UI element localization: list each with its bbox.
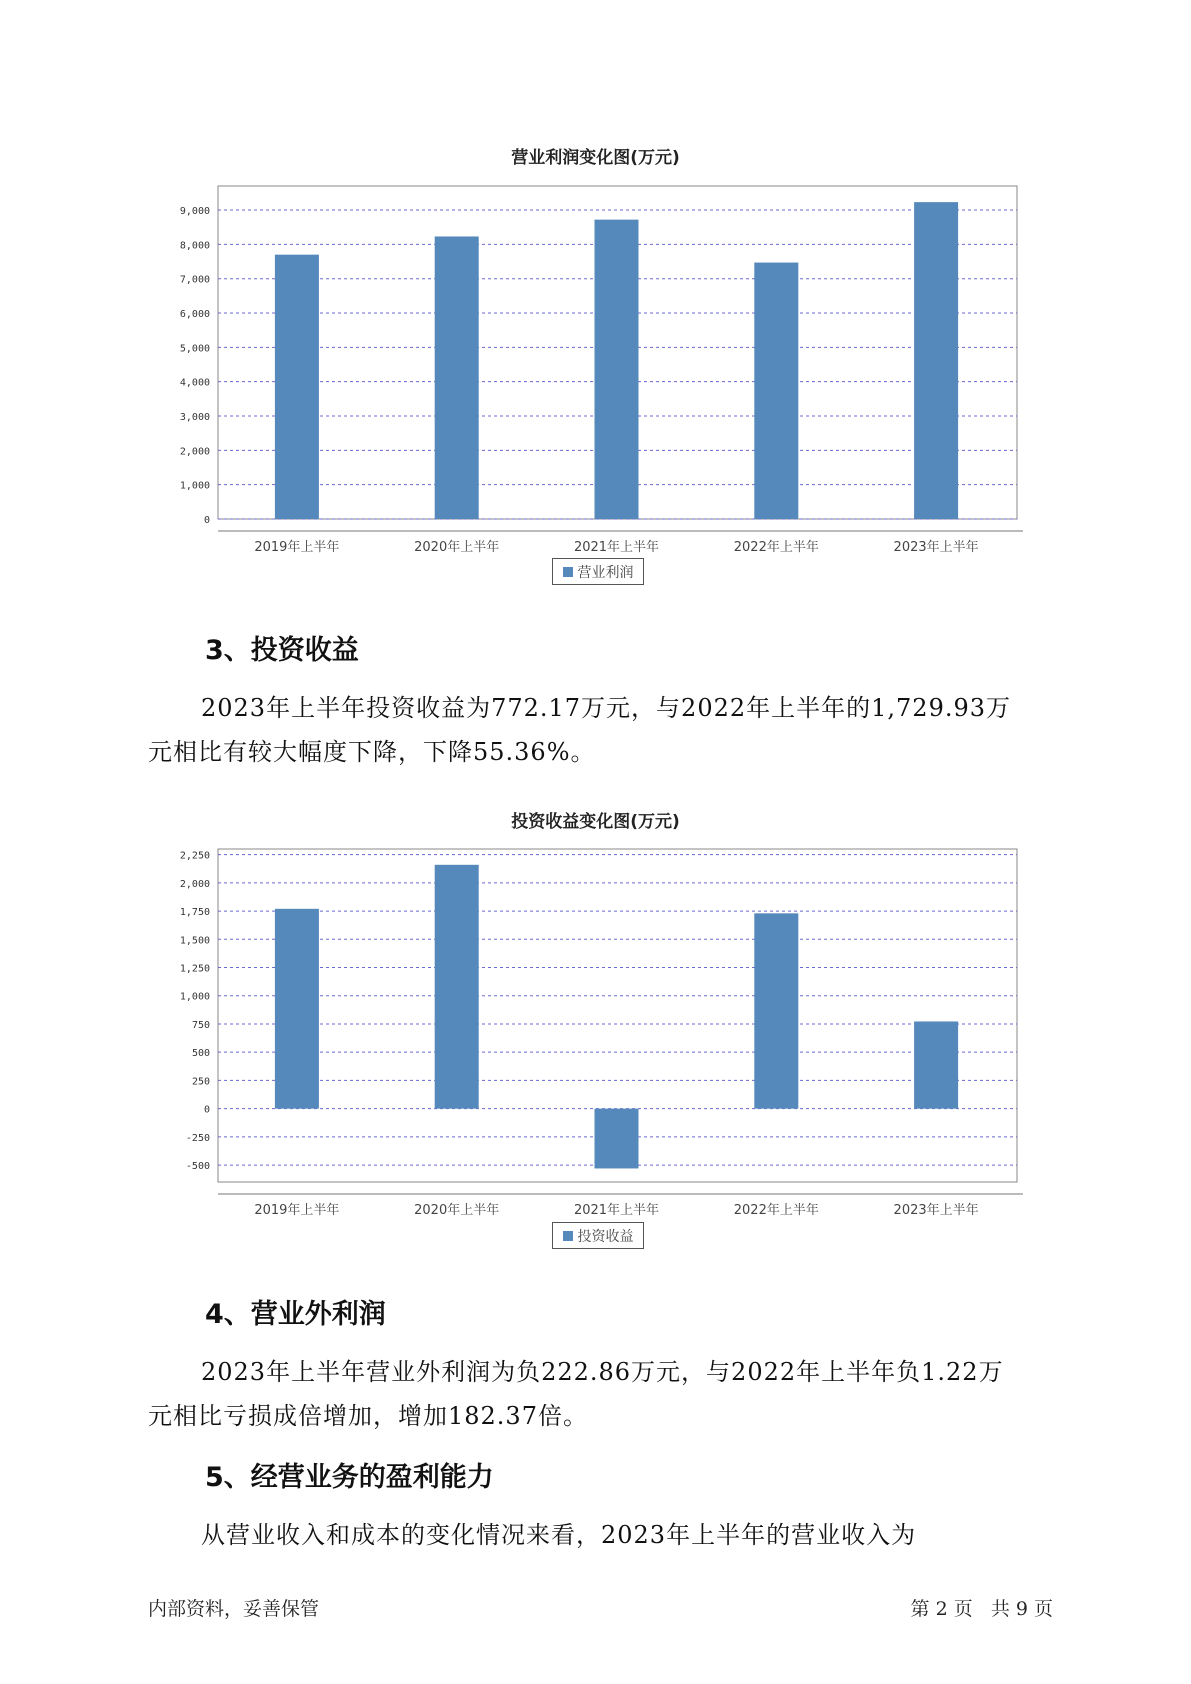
operating-profit-chart — [0, 180, 1191, 555]
bar — [914, 1021, 958, 1108]
y-tick-label: 1,250 — [179, 963, 210, 975]
paragraph-line: 从营业收入和成本的变化情况来看，2023年上半年的营业收入为 — [201, 1521, 917, 1549]
x-tick-label: 2023年上半年 — [893, 540, 979, 555]
legend-swatch — [563, 1231, 573, 1241]
bar — [914, 202, 958, 519]
investment-income-chart — [0, 843, 1191, 1218]
x-tick-label: 2019年上半年 — [254, 540, 340, 555]
section-heading-investment-income: 3、投资收益 — [205, 635, 359, 666]
legend-label: 营业利润 — [577, 564, 634, 581]
y-tick-label: 250 — [191, 1076, 210, 1088]
footer-confidential-note: 内部资料，妥善保管 — [148, 1598, 320, 1620]
bar — [435, 865, 479, 1109]
y-tick-label: 7,000 — [179, 274, 210, 286]
y-tick-label: 3,000 — [179, 412, 210, 424]
x-tick-label: 2021年上半年 — [573, 1203, 660, 1218]
y-tick-label: 1,000 — [179, 991, 210, 1003]
y-tick-label: 0 — [203, 1104, 210, 1116]
paragraph-investment-income — [148, 686, 1058, 774]
legend-investment-income — [552, 1222, 644, 1249]
paragraph-line: 2023年上半年营业外利润为负222.86万元，与2022年上半年负1.22万 — [201, 1358, 1004, 1386]
y-tick-label: 5,000 — [179, 343, 210, 355]
paragraph-line: 元相比有较大幅度下降，下降55.36%。 — [148, 738, 596, 766]
section-heading-non-operating-profit: 4、营业外利润 — [205, 1299, 386, 1330]
bar — [275, 255, 319, 519]
section-heading-profitability: 5、经营业务的盈利能力 — [205, 1462, 494, 1493]
bar — [595, 1109, 639, 1169]
y-tick-label: 500 — [191, 1048, 210, 1060]
x-tick-label: 2020年上半年 — [414, 1203, 500, 1218]
y-tick-label: 6,000 — [179, 309, 210, 321]
y-tick-label: 750 — [191, 1019, 210, 1031]
y-tick-label: 1,750 — [179, 907, 210, 919]
y-tick-label: 9,000 — [179, 206, 210, 218]
x-tick-label: 2022年上半年 — [733, 1203, 819, 1218]
paragraph-line: 2023年上半年投资收益为772.17万元，与2022年上半年的1,729.93万 — [201, 694, 1012, 722]
x-tick-label: 2020年上半年 — [414, 540, 500, 555]
x-tick-label: 2021年上半年 — [573, 540, 660, 555]
bar — [435, 236, 479, 519]
y-tick-label: 1,000 — [179, 480, 210, 492]
chart-title-investment-income: 投资收益变化图(万元) — [511, 812, 680, 832]
bar — [754, 913, 798, 1108]
x-tick-label: 2019年上半年 — [254, 1203, 340, 1218]
y-tick-label: 2,250 — [179, 850, 210, 862]
x-tick-label: 2023年上半年 — [893, 1203, 979, 1218]
bar — [754, 263, 798, 519]
y-tick-label: 8,000 — [179, 240, 210, 252]
bar — [275, 909, 319, 1109]
y-tick-label: 1,500 — [179, 935, 210, 947]
bar — [595, 220, 639, 519]
legend-label: 投资收益 — [577, 1228, 634, 1245]
paragraph-line: 元相比亏损成倍增加，增加182.37倍。 — [148, 1402, 588, 1430]
legend-swatch — [563, 567, 573, 577]
y-tick-label: 2,000 — [179, 446, 210, 458]
x-tick-label: 2022年上半年 — [733, 540, 819, 555]
paragraph-non-operating-profit — [148, 1350, 1058, 1438]
y-tick-label: 2,000 — [179, 878, 210, 890]
y-tick-label: 4,000 — [179, 377, 210, 389]
paragraph-profitability — [148, 1513, 1058, 1557]
y-tick-label: -250 — [185, 1132, 210, 1144]
legend-operating-profit — [552, 558, 644, 585]
y-tick-label: -500 — [185, 1161, 210, 1173]
y-tick-label: 0 — [203, 515, 210, 526]
footer-page-number: 第 2 页 共 9 页 — [910, 1598, 1053, 1620]
chart-title-operating-profit: 营业利润变化图(万元) — [511, 148, 680, 168]
